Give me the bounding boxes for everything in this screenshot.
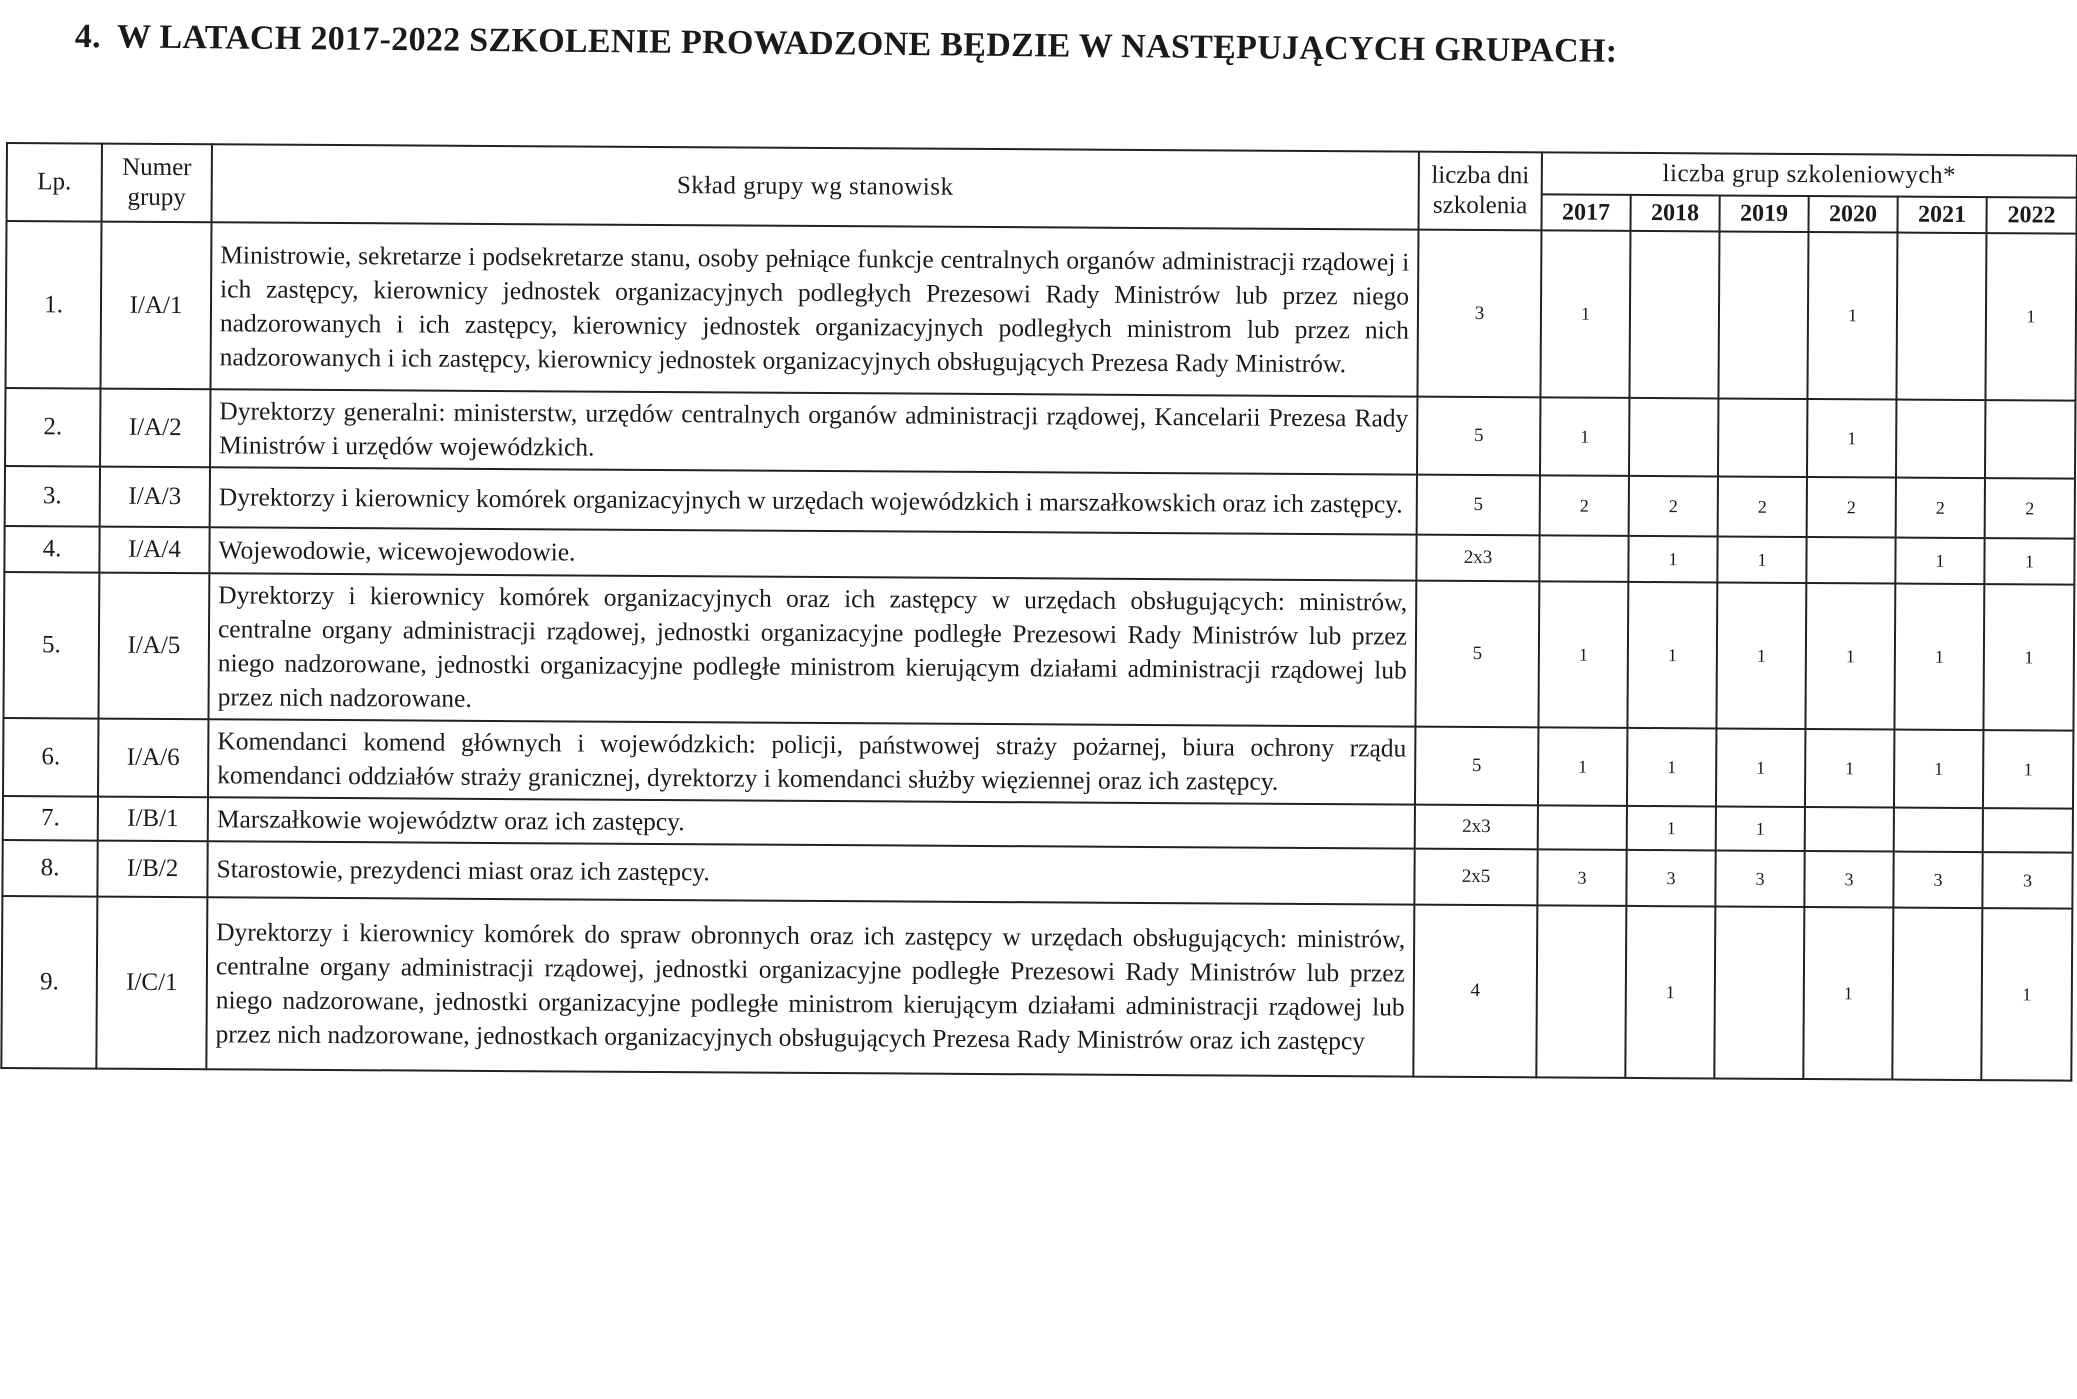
- row-description: Dyrektorzy i kierownicy komórek do spraw obronnych oraz ich zastępcy w urzędach obsługujących: ministrów, centralne organy administracji rządowej, jednostki organizacyjne podległe Prezesowi Rady Ministrów lub przez niego nadzorowane, jednostki organizacyjne podległe ministrom kierującym działami administracji rządowej lub przez nich nadzorowane, jednostkach organizacyjnych obsługujących Prezesa Rady Ministrów oraz ich zastępcy: [206, 897, 1414, 1076]
- row-year-2019: [1718, 398, 1807, 477]
- row-year-2021: [1896, 400, 1985, 479]
- row-group-number: I/B/2: [97, 841, 207, 898]
- row-year-2021: 2: [1896, 478, 1985, 539]
- header-composition: Skład grupy wg stanowisk: [212, 144, 1419, 229]
- row-year-2017: 1: [1540, 230, 1630, 398]
- section-number: 4.: [74, 18, 102, 56]
- row-group-number: I/A/5: [98, 573, 209, 720]
- row-days: 5: [1417, 475, 1540, 536]
- row-year-2019: 1: [1716, 806, 1805, 851]
- row-year-2018: 1: [1625, 906, 1715, 1079]
- row-year-2018: [1629, 398, 1718, 477]
- row-lp: 8.: [2, 840, 97, 897]
- row-year-2017: 1: [1540, 397, 1629, 476]
- row-year-2017: 2: [1540, 475, 1629, 536]
- row-year-2020: 3: [1804, 851, 1893, 908]
- row-group-number: I/C/1: [96, 897, 207, 1070]
- row-year-2018: 1: [1627, 582, 1717, 729]
- header-year-2022: 2022: [1986, 197, 2076, 234]
- row-year-2021: 1: [1894, 584, 1984, 731]
- row-year-2018: 1: [1627, 728, 1716, 807]
- row-year-2018: 2: [1629, 476, 1718, 537]
- row-lp: 9.: [1, 896, 97, 1069]
- row-description: Komendanci komend głównych i wojewódzkich: policji, państwowej straży pożarnej, biura ochrony rządu komendanci oddziałów straży granicznej, dyrektorzy i komendanci służby więziennej oraz ich zastępcy.: [208, 719, 1415, 804]
- row-year-2018: [1629, 231, 1719, 399]
- row-year-2022: 1: [1981, 908, 2072, 1081]
- row-group-number: I/A/3: [100, 467, 210, 528]
- row-description: Dyrektorzy i kierownicy komórek organizacyjnych w urzędach wojewódzkich i marszałkowskich oraz ich zastępcy.: [210, 467, 1417, 534]
- row-description: Wojewodowie, wicewojewodowie.: [209, 527, 1416, 580]
- row-days: 5: [1415, 727, 1538, 806]
- row-description: Starostowie, prezydenci miast oraz ich zastępcy.: [207, 841, 1414, 904]
- row-group-number: I/A/6: [98, 719, 208, 798]
- row-group-number: I/A/4: [99, 527, 209, 574]
- row-description: Ministrowie, sekretarze i podsekretarze stanu, osoby pełniące funkcje centralnych organów administracji rządowej i ich zastępcy, kierownicy jednostek organizacyjnych podległych Prezesowi Rady Ministrów lub przez niego nadzorowanych i ich zastępcy, kierownicy jednostek organizacyjnych podległych ministrom lub przez nich nadzorowanych i ich zastępcy, kierownicy jednostek organizacyjnych obsługujących Prezesa Rady Ministrów.: [210, 222, 1418, 396]
- header-groups-count: liczba grup szkoleniowych*: [1542, 152, 2077, 197]
- row-days: 2x3: [1416, 535, 1539, 582]
- row-year-2020: 1: [1807, 399, 1896, 478]
- header-year-2020: 2020: [1808, 196, 1897, 233]
- header-lp: Lp.: [7, 143, 102, 222]
- row-year-2019: 2: [1718, 476, 1807, 537]
- table-header: [7, 143, 2077, 234]
- row-year-2017: [1538, 805, 1627, 850]
- row-lp: 6.: [3, 718, 98, 797]
- header-year-2018: 2018: [1630, 195, 1719, 232]
- training-groups-table-wrapper: [0, 142, 2076, 1082]
- table-row: [1, 896, 2072, 1081]
- row-year-2020: 1: [1807, 232, 1897, 400]
- row-group-number: I/A/2: [100, 389, 210, 468]
- row-year-2022: [1983, 808, 2073, 853]
- row-year-2022: 1: [1985, 233, 2076, 401]
- row-year-2019: 3: [1715, 850, 1804, 907]
- row-days: 2x5: [1414, 849, 1537, 906]
- section-heading: [75, 18, 1618, 71]
- row-days: 5: [1415, 581, 1539, 728]
- row-year-2020: 1: [1805, 729, 1894, 808]
- row-year-2021: 1: [1894, 730, 1983, 809]
- row-year-2020: [1805, 807, 1894, 852]
- row-lp: 5.: [3, 572, 99, 719]
- row-lp: 4.: [4, 526, 99, 573]
- row-year-2020: 1: [1805, 583, 1895, 730]
- row-year-2019: [1714, 906, 1804, 1079]
- row-year-2017: 1: [1538, 727, 1627, 806]
- row-days: 3: [1417, 230, 1541, 398]
- row-year-2018: 1: [1628, 536, 1717, 583]
- row-days: 4: [1413, 905, 1537, 1078]
- row-description: Marszałkowie województw oraz ich zastępcy.: [208, 797, 1415, 848]
- header-year-2017: 2017: [1541, 194, 1630, 231]
- row-year-2022: 2: [1985, 478, 2075, 539]
- row-days: 2x3: [1415, 805, 1538, 850]
- row-year-2022: 3: [1982, 852, 2072, 909]
- row-year-2017: [1536, 905, 1626, 1078]
- row-group-number: I/B/1: [98, 797, 208, 842]
- row-year-2020: [1806, 537, 1895, 584]
- row-year-2021: 1: [1895, 538, 1984, 585]
- row-year-2022: 1: [1984, 538, 2074, 585]
- table-row: [3, 572, 2074, 731]
- header-year-2021: 2021: [1897, 197, 1986, 234]
- row-year-2022: [1985, 400, 2075, 479]
- table-row: [3, 718, 2073, 809]
- row-year-2020: 2: [1807, 477, 1896, 538]
- table-row: [5, 388, 2075, 479]
- row-year-2021: [1892, 908, 1982, 1081]
- section-title: W LATACH 2017-2022 SZKOLENIE PROWADZONE BĘDZIE W NASTĘPUJĄCYCH GRUPACH:: [116, 18, 1618, 70]
- header-group-number: Numer grupy: [102, 144, 212, 223]
- row-year-2017: 3: [1537, 849, 1626, 906]
- header-year-2019: 2019: [1719, 195, 1808, 232]
- row-year-2022: 1: [1983, 730, 2073, 809]
- row-year-2017: [1539, 535, 1628, 582]
- row-year-2018: 3: [1626, 850, 1715, 907]
- row-lp: 1.: [5, 221, 101, 389]
- row-year-2021: [1896, 233, 1986, 401]
- row-days: 5: [1417, 397, 1540, 476]
- row-lp: 2.: [5, 388, 100, 467]
- header-days: liczba dni szkolenia: [1418, 152, 1541, 231]
- table-row: [5, 221, 2076, 401]
- row-year-2021: 3: [1893, 852, 1982, 909]
- row-year-2022: 1: [1983, 584, 2074, 731]
- table-body: [1, 221, 2076, 1081]
- row-description: Dyrektorzy generalni: ministerstw, urzędów centralnych organów administracji rządowej, Kancelarii Prezesa Rady Ministrów i urzędów wojewódzkich.: [210, 389, 1417, 474]
- row-lp: 7.: [3, 796, 98, 841]
- row-lp: 3.: [5, 466, 100, 527]
- row-year-2021: [1894, 808, 1983, 853]
- row-year-2017: 1: [1538, 581, 1628, 728]
- row-year-2019: [1718, 231, 1808, 399]
- row-description: Dyrektorzy i kierownicy komórek organizacyjnych oraz ich zastępcy w urzędach obsługujących: ministrów, centralne organy administracji rządowej, jednostki organizacyjne podległe Prezesowi Rady Ministrów lub przez niego nadzorowane, jednostki organizacyjne podległe ministrom kierującym działami administracji rządowej lub przez nich nadzorowane.: [208, 573, 1416, 726]
- row-year-2019: 1: [1716, 582, 1806, 729]
- row-year-2019: 1: [1716, 728, 1805, 807]
- training-groups-table: [0, 142, 2077, 1082]
- row-year-2018: 1: [1627, 806, 1716, 851]
- row-year-2020: 1: [1803, 907, 1893, 1080]
- row-year-2019: 1: [1717, 536, 1806, 583]
- row-group-number: I/A/1: [100, 222, 211, 390]
